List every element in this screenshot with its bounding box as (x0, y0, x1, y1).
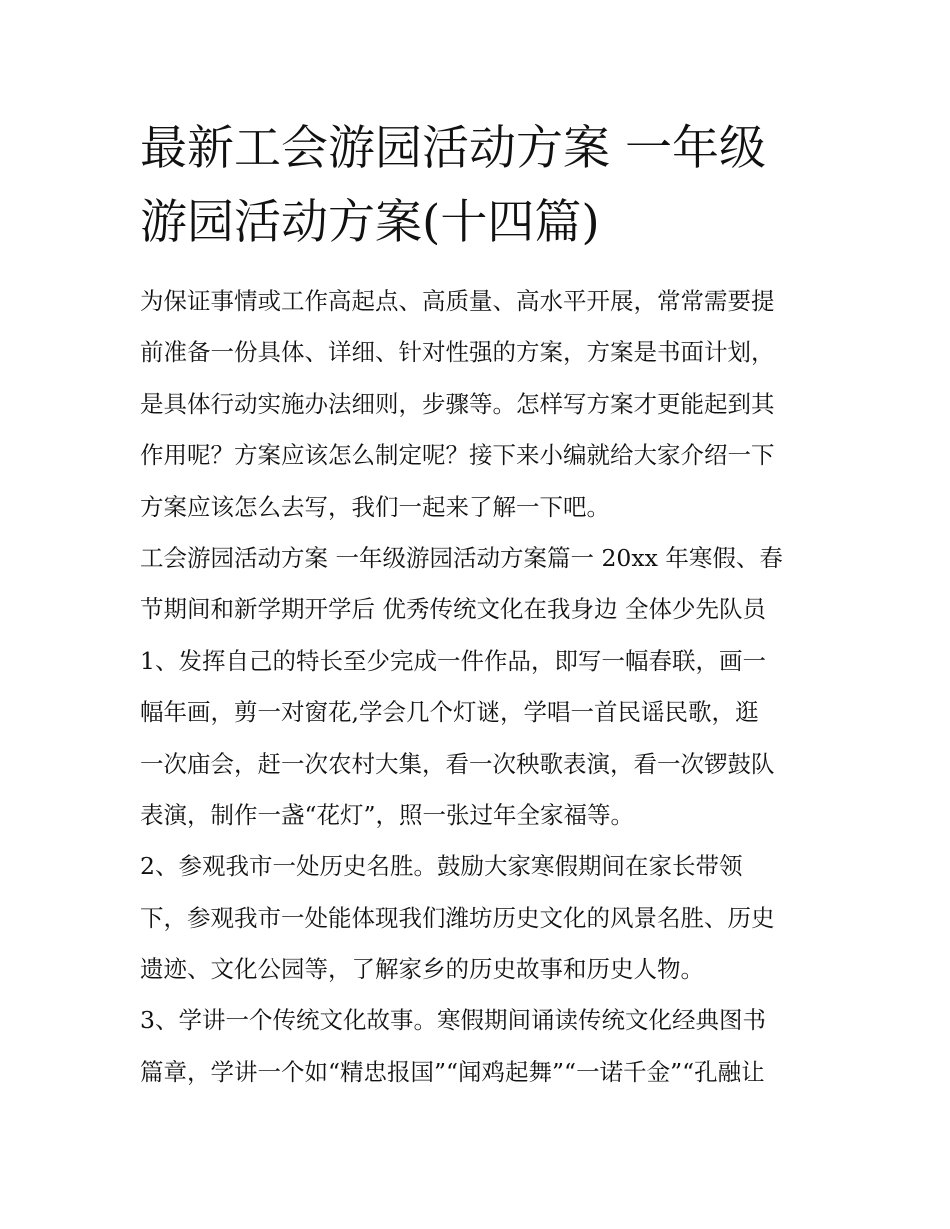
paragraph-line: 遗迹、文化公园等，了解家乡的历史故事和历史人物。 (140, 955, 704, 984)
paragraph-line: 作用呢？方案应该怎么制定呢？接下来小编就给大家介绍一下 (140, 441, 775, 470)
paragraph-line: 一次庙会，赶一次农村大集，看一次秧歌表演，看一次锣鼓队 (140, 749, 775, 778)
paragraph-line: 2、参观我市一处历史名胜。鼓励大家寒假期间在家长带领 (140, 852, 743, 881)
paragraph-line: 下，参观我市一处能体现我们潍坊历史文化的风景名胜、历史 (140, 903, 775, 932)
paragraph-line: 前准备一份具体、详细、针对性强的方案，方案是书面计划， (140, 338, 775, 367)
paragraph-line: 工会游园活动方案 一年级游园活动方案篇一 20xx 年寒假、春 (140, 543, 783, 572)
paragraph-line: 3、学讲一个传统文化故事。寒假期间诵读传统文化经典图书 (140, 1006, 766, 1035)
paragraph-line: 方案应该怎么去写，我们一起来了解一下吧。 (140, 492, 610, 521)
paragraph-line: 表演，制作一盏“花灯”，照一张过年全家福等。 (140, 800, 635, 829)
document-title (140, 112, 830, 260)
title-line: 游园活动方案(十四篇) (140, 195, 600, 250)
paragraph-line: 篇章，学讲一个如“精忠报国”“闻鸡起舞”“一诺千金”“孔融让 (140, 1057, 765, 1086)
paragraph-line: 节期间和新学期开学后 优秀传统文化在我身边 全体少先队员 (140, 595, 766, 624)
paragraph-line: 幅年画，剪一对窗花,学会几个灯谜，学唱一首民谣民歌，逛 (140, 698, 759, 727)
paragraph-line: 1、发挥自己的特长至少完成一件作品，即写一幅春联，画一 (140, 646, 766, 675)
paragraph-line: 是具体行动实施办法细则，步骤等。怎样写方案才更能起到其 (140, 389, 775, 418)
paragraph-line: 为保证事情或工作高起点、高质量、高水平开展，常常需要提 (140, 287, 775, 315)
document-body (140, 276, 830, 1098)
title-line: 最新工会游园活动方案 一年级 (140, 121, 766, 176)
